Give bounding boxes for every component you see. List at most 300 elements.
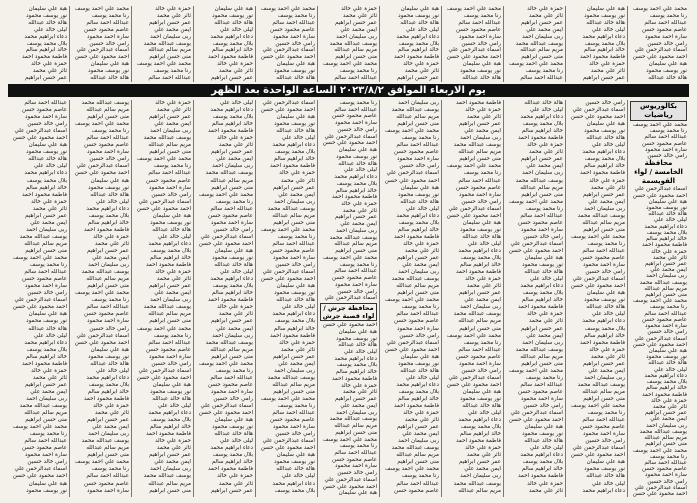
student-name: ليلى خالد علي	[157, 403, 191, 410]
student-name: هالة خالد عبدالله	[276, 297, 315, 304]
student-name: رنا محمد يوسف	[463, 12, 501, 19]
name-column	[193, 6, 255, 82]
student-name: هبة علي سليمان	[338, 147, 377, 154]
student-name: بلال محمد يوسف	[150, 247, 191, 254]
student-name: هالة خالد عبدالله	[338, 342, 377, 349]
student-name: نور يوسف محمود	[150, 388, 191, 395]
student-name: ليلى خالد علي	[219, 26, 253, 33]
student-name: فاطمة محمود احمد	[207, 466, 253, 473]
student-name: عاصم محمود حسن	[270, 26, 315, 33]
student-name: حمزة علي خالد	[403, 410, 439, 417]
student-name: يوسف عبدالله محمد	[19, 233, 67, 240]
student-name: عبدالله احمد سالم	[272, 19, 315, 26]
student-name: منى حسن ابراهيم	[459, 325, 501, 332]
student-name: ثائر علي محمد	[342, 12, 377, 19]
student-name: خالد ابراهيم سالم	[397, 395, 439, 402]
student-name: بلال محمد يوسف	[274, 149, 315, 156]
student-name: حمزة علي خالد	[31, 367, 67, 374]
student-name: اسماء عبدالرحمن علي	[76, 47, 129, 54]
student-name: عبدالله احمد سالم	[24, 100, 67, 106]
student-name: سارة احمد محمود	[149, 184, 191, 191]
student-name: اسماء عبدالرحمن علي	[634, 186, 687, 193]
student-name: مريم سالم عبدالله	[520, 353, 563, 360]
student-name: منى حسن ابراهيم	[459, 156, 501, 163]
student-name: عاصم محمود حسن	[146, 346, 191, 353]
student-name: بلال محمد يوسف	[584, 40, 625, 47]
student-name: حمزة علي خالد	[527, 6, 563, 12]
student-name: دعاء ابراهيم محمد	[520, 114, 563, 121]
student-name: هالة خالد عبدالله	[400, 198, 439, 205]
student-name: مريم سالم عبدالله	[272, 212, 315, 219]
student-name: رنا محمد يوسف	[463, 339, 501, 346]
student-name: عبدالله احمد سالم	[520, 75, 563, 82]
student-name: ربى سليمان احمد	[584, 205, 625, 212]
student-name: مريم سالم عبدالله	[210, 177, 253, 184]
student-name: رامي خالد حسين	[585, 438, 625, 445]
student-name: نور يوسف محمود	[522, 262, 563, 269]
student-name: فاطمة محمود احمد	[83, 226, 129, 233]
student-name: عمر حسن ابراهيم	[458, 459, 501, 466]
student-name: مريم سالم عبدالله	[644, 435, 687, 442]
student-name: رامي خالد حسين	[399, 332, 439, 339]
student-name: ليلى خالد علي	[219, 269, 253, 276]
student-name: اسماء عبدالرحمن علي	[324, 295, 377, 302]
student-name: ثائر علي محمد	[590, 353, 625, 360]
student-name: دعاء ابراهيم محمد	[272, 480, 315, 487]
student-name: عاصم محمود حسن	[518, 388, 563, 395]
student-name: هالة خالد عبدالله	[214, 431, 253, 438]
student-name: ايمن محمد علي	[588, 367, 625, 374]
student-name: هالة خالد عبدالله	[28, 19, 67, 26]
student-name: رامي خالد حسين	[523, 233, 563, 240]
student-name: منى حسن ابراهيم	[335, 54, 377, 61]
name-column	[255, 6, 317, 82]
student-name: حمزة علي خالد	[465, 276, 501, 283]
student-name: فاطمة محمود احمد	[393, 54, 439, 61]
student-name: دعاء ابراهيم محمد	[210, 107, 253, 114]
student-name: محمد علي احمد يوسف	[632, 298, 687, 305]
student-name: هبة علي سليمان	[90, 61, 129, 68]
student-name: فاطمة محمود احمد	[455, 100, 501, 106]
student-name: حمزة علي خالد	[155, 269, 191, 276]
student-name: ثائر علي محمد	[342, 207, 377, 214]
student-name: اسماء عبدالرحمن علي	[14, 128, 67, 135]
student-name: ربى سليمان احمد	[460, 304, 501, 311]
student-name: خالد ابراهيم سالم	[211, 290, 253, 297]
student-name: دعاء ابراهيم محمد	[334, 174, 377, 181]
student-name: محمد علي احمد يوسف	[322, 254, 377, 261]
student-name: هالة خالد عبدالله	[152, 395, 191, 402]
student-name: خالد ابراهيم سالم	[583, 47, 625, 54]
student-name: ربى سليمان احمد	[212, 163, 253, 170]
student-name: نور يوسف محمود	[584, 466, 625, 473]
student-name: هالة خالد عبدالله	[648, 75, 687, 82]
student-name: نور يوسف محمود	[646, 354, 687, 361]
student-name: دعاء ابراهيم محمد	[272, 311, 315, 318]
student-name: عمر حسن ابراهيم	[148, 19, 191, 26]
student-name: سارة احمد محمود	[521, 395, 563, 402]
student-name: رامي خالد حسين	[585, 100, 625, 106]
student-name: احمد محمود علي حسن	[384, 177, 439, 184]
student-name: ثائر علي محمد	[466, 283, 501, 290]
student-name: عبدالله احمد سالم	[396, 311, 439, 318]
student-name: عاصم محمود حسن	[208, 381, 253, 388]
name-column	[503, 100, 565, 497]
student-name: احمد محمود علي حسن	[508, 417, 563, 424]
student-name: ثائر علي محمد	[528, 487, 563, 494]
student-name: حمزة علي خالد	[31, 61, 67, 68]
student-name: يوسف عبدالله محمد	[81, 269, 129, 276]
student-name: محمد علي احمد يوسف	[508, 367, 563, 374]
student-name: هالة خالد عبدالله	[276, 128, 315, 135]
student-name: احمد محمود علي حسن	[260, 445, 315, 452]
student-name: حمزة علي خالد	[217, 473, 253, 480]
student-name: محمد علي احمد يوسف	[570, 403, 625, 410]
student-name: محمد علي احمد يوسف	[198, 191, 253, 198]
student-name: محمد علي احمد يوسف	[74, 459, 129, 466]
student-name: عاصم محمود حسن	[394, 487, 439, 494]
name-column	[131, 6, 193, 82]
student-name: عبدالله احمد سالم	[582, 417, 625, 424]
student-name: عمر حسن ابراهيم	[582, 360, 625, 367]
student-name: بلال محمد يوسف	[398, 219, 439, 226]
student-name: ليلى خالد علي	[281, 135, 315, 142]
student-name: عمر حسن ابراهيم	[334, 396, 377, 403]
top-name-columns	[8, 6, 689, 82]
student-name: هالة خالد عبدالله	[462, 403, 501, 410]
student-name: هبة علي سليمان	[586, 6, 625, 12]
student-name: احمد محمود علي حسن	[446, 54, 501, 61]
student-name: ليلى خالد علي	[33, 26, 67, 33]
student-name: هالة خالد عبدالله	[214, 19, 253, 26]
student-name: محمد علي احمد يوسف	[446, 332, 501, 339]
student-name: ثائر علي محمد	[156, 12, 191, 19]
student-name: ربى سليمان احمد	[26, 226, 67, 233]
student-name: عمر حسن ابراهيم	[396, 255, 439, 262]
student-name: ليلى خالد علي	[95, 198, 129, 205]
name-column	[255, 100, 317, 497]
student-name: حمزة علي خالد	[155, 100, 191, 106]
student-name: منى حسن ابراهيم	[25, 247, 67, 254]
student-name: احمد محمود علي حسن	[570, 114, 625, 121]
student-name: خالد ابراهيم سالم	[583, 163, 625, 170]
student-name: ثائر علي محمد	[404, 247, 439, 254]
student-name: احمد محمود علي حسن	[198, 240, 253, 247]
student-name: هبة علي سليمان	[90, 346, 129, 353]
student-name: رامي خالد حسين	[461, 40, 501, 47]
student-name: هالة خالد عبدالله	[338, 160, 377, 167]
student-name: رنا محمد يوسف	[649, 128, 687, 135]
student-name: عاصم محمود حسن	[642, 140, 687, 147]
student-name: نور يوسف محمود	[460, 226, 501, 233]
student-name: احمد محمود علي حسن	[74, 54, 129, 61]
student-name: رنا محمد يوسف	[215, 198, 253, 205]
student-name: يوسف عبدالله محمد	[391, 107, 439, 114]
student-name: رامي خالد حسين	[647, 153, 687, 160]
student-name: رنا محمد يوسف	[91, 128, 129, 135]
student-name: منى حسن ابراهيم	[273, 219, 315, 226]
student-name: ربى سليمان احمد	[646, 273, 687, 280]
student-name: عاصم محمود حسن	[456, 26, 501, 33]
student-name: منى حسن ابراهيم	[87, 114, 129, 121]
student-name: فاطمة محمود احمد	[641, 242, 687, 249]
student-name: هبة علي سليمان	[524, 255, 563, 262]
student-name: خالد ابراهيم سالم	[521, 297, 563, 304]
student-name: محمد علي احمد يوسف	[384, 466, 439, 473]
student-name: هالة خالد عبدالله	[524, 438, 563, 445]
student-name: هالة خالد عبدالله	[462, 233, 501, 240]
student-name: اسماء عبدالرحمن علي	[448, 205, 501, 212]
student-name: اسماء عبدالرحمن علي	[324, 476, 377, 483]
student-name: هبة علي سليمان	[586, 290, 625, 297]
student-name: خالد ابراهيم سالم	[25, 184, 67, 191]
student-name: نور يوسف محمود	[460, 68, 501, 75]
student-name: فاطمة محمود احمد	[145, 431, 191, 438]
student-name: عبدالله احمد سالم	[644, 134, 687, 141]
student-name: هبة علي سليمان	[214, 417, 253, 424]
student-name: دعاء ابراهيم محمد	[582, 33, 625, 40]
student-name: يوسف عبدالله محمد	[453, 311, 501, 318]
student-name: فاطمة محمود احمد	[517, 135, 563, 142]
student-name: بلال محمد يوسف	[646, 379, 687, 386]
student-name: خالد ابراهيم سالم	[211, 459, 253, 466]
student-name: عمر حسن ابراهيم	[334, 19, 377, 26]
name-column	[8, 6, 69, 82]
student-name: يوسف عبدالله محمد	[267, 205, 315, 212]
student-name: فاطمة محمود احمد	[579, 54, 625, 61]
student-name: رامي خالد حسين	[27, 459, 67, 466]
student-name: بلال محمد يوسف	[212, 40, 253, 47]
student-name: منى حسن ابراهيم	[335, 248, 377, 255]
student-name: رامي خالد حسين	[89, 325, 129, 332]
student-name: محمد علي احمد يوسف	[74, 6, 129, 12]
student-name: اسماء عبدالرحمن علي	[572, 276, 625, 283]
student-name: اسماء عبدالرحمن علي	[634, 47, 687, 54]
student-name: هالة خالد عبدالله	[400, 367, 439, 374]
student-name: فاطمة محمود احمد	[207, 128, 253, 135]
student-name: يوسف عبدالله محمد	[329, 40, 377, 47]
student-name: ثائر علي محمد	[342, 389, 377, 396]
student-name: ليلى خالد علي	[529, 276, 563, 283]
student-name: هبة علي سليمان	[462, 61, 501, 68]
student-name: رامي خالد حسين	[399, 163, 439, 170]
student-name: مريم سالم عبدالله	[458, 149, 501, 156]
student-name: ثائر علي محمد	[156, 276, 191, 283]
student-name: خالد ابراهيم سالم	[335, 369, 377, 376]
student-name: هبة علي سليمان	[648, 198, 687, 205]
student-name: نور يوسف محمود	[26, 318, 67, 325]
student-name: ثائر علي محمد	[280, 177, 315, 184]
student-name: رنا محمد يوسف	[401, 304, 439, 311]
student-name: نور يوسف محمود	[26, 487, 67, 494]
student-name: هالة خالد عبدالله	[524, 100, 563, 106]
student-name: ثائر علي محمد	[528, 12, 563, 19]
student-name: سارة احمد محمود	[149, 353, 191, 360]
student-name: عبدالله احمد سالم	[24, 269, 67, 276]
student-name: ليلى خالد علي	[343, 167, 377, 174]
student-name: سارة احمد محمود	[25, 283, 67, 290]
student-name: رامي خالد حسين	[585, 269, 625, 276]
student-name: عبدالله احمد سالم	[582, 247, 625, 254]
student-name: رامي خالد حسين	[27, 121, 67, 128]
student-name: مريم سالم عبدالله	[86, 276, 129, 283]
student-name: احمد محمود علي حسن	[12, 473, 67, 480]
student-name: بلال محمد يوسف	[26, 177, 67, 184]
student-name: ليلى خالد علي	[33, 163, 67, 170]
student-name: هالة خالد عبدالله	[152, 226, 191, 233]
student-name: ايمن محمد علي	[340, 221, 377, 228]
student-name: هالة خالد عبدالله	[462, 75, 501, 82]
student-name: هالة خالد عبدالله	[276, 75, 315, 82]
student-name: اسماء عبدالرحمن علي	[510, 410, 563, 417]
student-name: سارة احمد محمود	[397, 325, 439, 332]
student-name: عمر حسن ابراهيم	[86, 417, 129, 424]
student-name: احمد محمود علي حسن	[198, 410, 253, 417]
student-name: هبة علي سليمان	[152, 381, 191, 388]
name-column	[441, 6, 503, 82]
student-name: حمزة علي خالد	[465, 445, 501, 452]
student-name: فاطمة محمود احمد	[21, 54, 67, 61]
student-name: اسماء عبدالرحمن علي	[634, 484, 687, 491]
student-name: ايمن محمد علي	[154, 26, 191, 33]
student-name: عمر حسن ابراهيم	[24, 75, 67, 82]
student-name: عبدالله احمد سالم	[334, 75, 377, 82]
student-name: منى حسن ابراهيم	[149, 149, 191, 156]
student-name: خالد ابراهيم سالم	[645, 236, 687, 243]
student-name: ايمن محمد علي	[526, 26, 563, 33]
student-name: دعاء ابراهيم محمد	[520, 452, 563, 459]
student-name: حمزة علي خالد	[155, 6, 191, 12]
student-name: عمر حسن ابراهيم	[396, 75, 439, 82]
student-name: اسماء عبدالرحمن علي	[510, 240, 563, 247]
student-name: يوسف عبدالله محمد	[391, 445, 439, 452]
student-name: عاصم محمود حسن	[456, 184, 501, 191]
student-name: هبة علي سليمان	[28, 142, 67, 149]
student-name: اسماء عبدالرحمن علي	[262, 47, 315, 54]
student-name: رنا محمد يوسف	[525, 374, 563, 381]
student-name: ربى سليمان احمد	[212, 332, 253, 339]
student-name: ايمن محمد علي	[30, 388, 67, 395]
student-name: ليلى خالد علي	[157, 233, 191, 240]
student-name: ليلى خالد علي	[529, 445, 563, 452]
student-name: ثائر علي محمد	[466, 452, 501, 459]
student-name: خالد ابراهيم سالم	[273, 325, 315, 332]
student-name: بلال محمد يوسف	[26, 346, 67, 353]
student-name: نور يوسف محمود	[274, 121, 315, 128]
student-name: هالة خالد عبدالله	[28, 325, 67, 332]
student-name: دعاء ابراهيم محمد	[86, 374, 129, 381]
student-name: فاطمة محمود احمد	[517, 473, 563, 480]
student-name: احمد محمود علي حسن	[446, 212, 501, 219]
student-name: ليلى خالد علي	[653, 217, 687, 224]
student-name: اسماء عبدالرحمن علي	[76, 332, 129, 339]
student-name: ليلى خالد علي	[281, 304, 315, 311]
name-column	[379, 100, 441, 497]
student-name: رامي خالد حسين	[337, 288, 377, 295]
student-name: رامي خالد حسين	[337, 126, 377, 133]
name-column	[565, 100, 627, 497]
student-name: محمد علي احمد يوسف	[322, 436, 377, 443]
student-name: رامي خالد حسين	[151, 191, 191, 198]
student-name: يوسف عبدالله محمد	[515, 177, 563, 184]
student-name: مريم سالم عبدالله	[86, 107, 129, 114]
student-name: ربى سليمان احمد	[584, 374, 625, 381]
student-name: دعاء ابراهيم محمد	[210, 276, 253, 283]
student-name: دعاء ابراهيم محمد	[210, 445, 253, 452]
student-name: هالة خالد عبدالله	[586, 19, 625, 26]
student-name: محمد علي احمد يوسف	[260, 226, 315, 233]
student-name: فاطمة محمود احمد	[269, 163, 315, 170]
student-name: ربى سليمان احمد	[150, 128, 191, 135]
student-name: عبدالله احمد سالم	[86, 473, 129, 480]
student-name: احمد محمود علي حسن	[136, 374, 191, 381]
student-name: نور يوسف محمود	[212, 255, 253, 262]
student-name: عمر حسن ابراهيم	[272, 184, 315, 191]
student-name: بلال محمد يوسف	[212, 114, 253, 121]
student-name: ثائر علي محمد	[528, 149, 563, 156]
student-name: اسماء عبدالرحمن علي	[14, 297, 67, 304]
student-name: دعاء ابراهيم محمد	[396, 212, 439, 219]
student-name: حمزة علي خالد	[465, 107, 501, 114]
student-name: ليلى خالد علي	[343, 348, 377, 355]
student-name: رنا محمد يوسف	[339, 261, 377, 268]
student-name: مريم سالم عبدالله	[582, 219, 625, 226]
student-name: رنا محمد يوسف	[339, 100, 377, 106]
student-name: فاطمة محمود احمد	[331, 194, 377, 201]
student-name: ربى سليمان احمد	[336, 33, 377, 40]
student-name: ثائر علي محمد	[156, 107, 191, 114]
student-name: ربى سليمان احمد	[88, 262, 129, 269]
student-name: منى حسن ابراهيم	[87, 452, 129, 459]
student-name: منى حسن ابراهيم	[521, 54, 563, 61]
student-name: بلال محمد يوسف	[150, 417, 191, 424]
student-name: ليلى خالد علي	[467, 240, 501, 247]
student-name: ثائر علي محمد	[404, 68, 439, 75]
student-name: رنا محمد يوسف	[649, 12, 687, 19]
student-name: هالة خالد عبدالله	[400, 19, 439, 26]
student-name: مريم سالم عبدالله	[272, 381, 315, 388]
student-name: حمزة علي خالد	[589, 177, 625, 184]
student-name: سارة احمد محمود	[521, 226, 563, 233]
student-name: احمد محمود علي حسن	[384, 346, 439, 353]
student-name: عمر حسن ابراهيم	[210, 318, 253, 325]
student-name: ربى سليمان احمد	[522, 339, 563, 346]
student-name: يوسف عبدالله محمد	[81, 100, 129, 106]
section-header: محافظة جرش / لواء قصبة جرش	[320, 303, 377, 321]
student-name: عبدالله احمد سالم	[86, 135, 129, 142]
student-name: سارة احمد محمود	[645, 323, 687, 330]
student-name: عمر حسن ابراهيم	[272, 353, 315, 360]
student-name: احمد محمود علي حسن	[260, 107, 315, 114]
student-name: عمر حسن ابراهيم	[582, 75, 625, 82]
student-name: مريم سالم عبدالله	[334, 47, 377, 54]
student-name: حمزة علي خالد	[403, 240, 439, 247]
name-column	[627, 100, 689, 497]
student-name: ايمن محمد علي	[526, 163, 563, 170]
student-name: هبة علي سليمان	[214, 247, 253, 254]
student-name: دعاء ابراهيم محمد	[24, 339, 67, 346]
student-name: هبة علي سليمان	[338, 490, 377, 497]
student-name: عبدالله احمد سالم	[458, 177, 501, 184]
student-name: احمد محمود علي حسن	[74, 339, 129, 346]
student-name: بلال محمد يوسف	[522, 290, 563, 297]
student-name: هبة علي سليمان	[28, 6, 67, 12]
student-name: هبة علي سليمان	[276, 61, 315, 68]
student-name: رامي خالد حسين	[275, 431, 315, 438]
student-name: منى حسن ابراهيم	[149, 318, 191, 325]
student-name: ايمن محمد علي	[92, 424, 129, 431]
student-name: ايمن محمد علي	[30, 219, 67, 226]
